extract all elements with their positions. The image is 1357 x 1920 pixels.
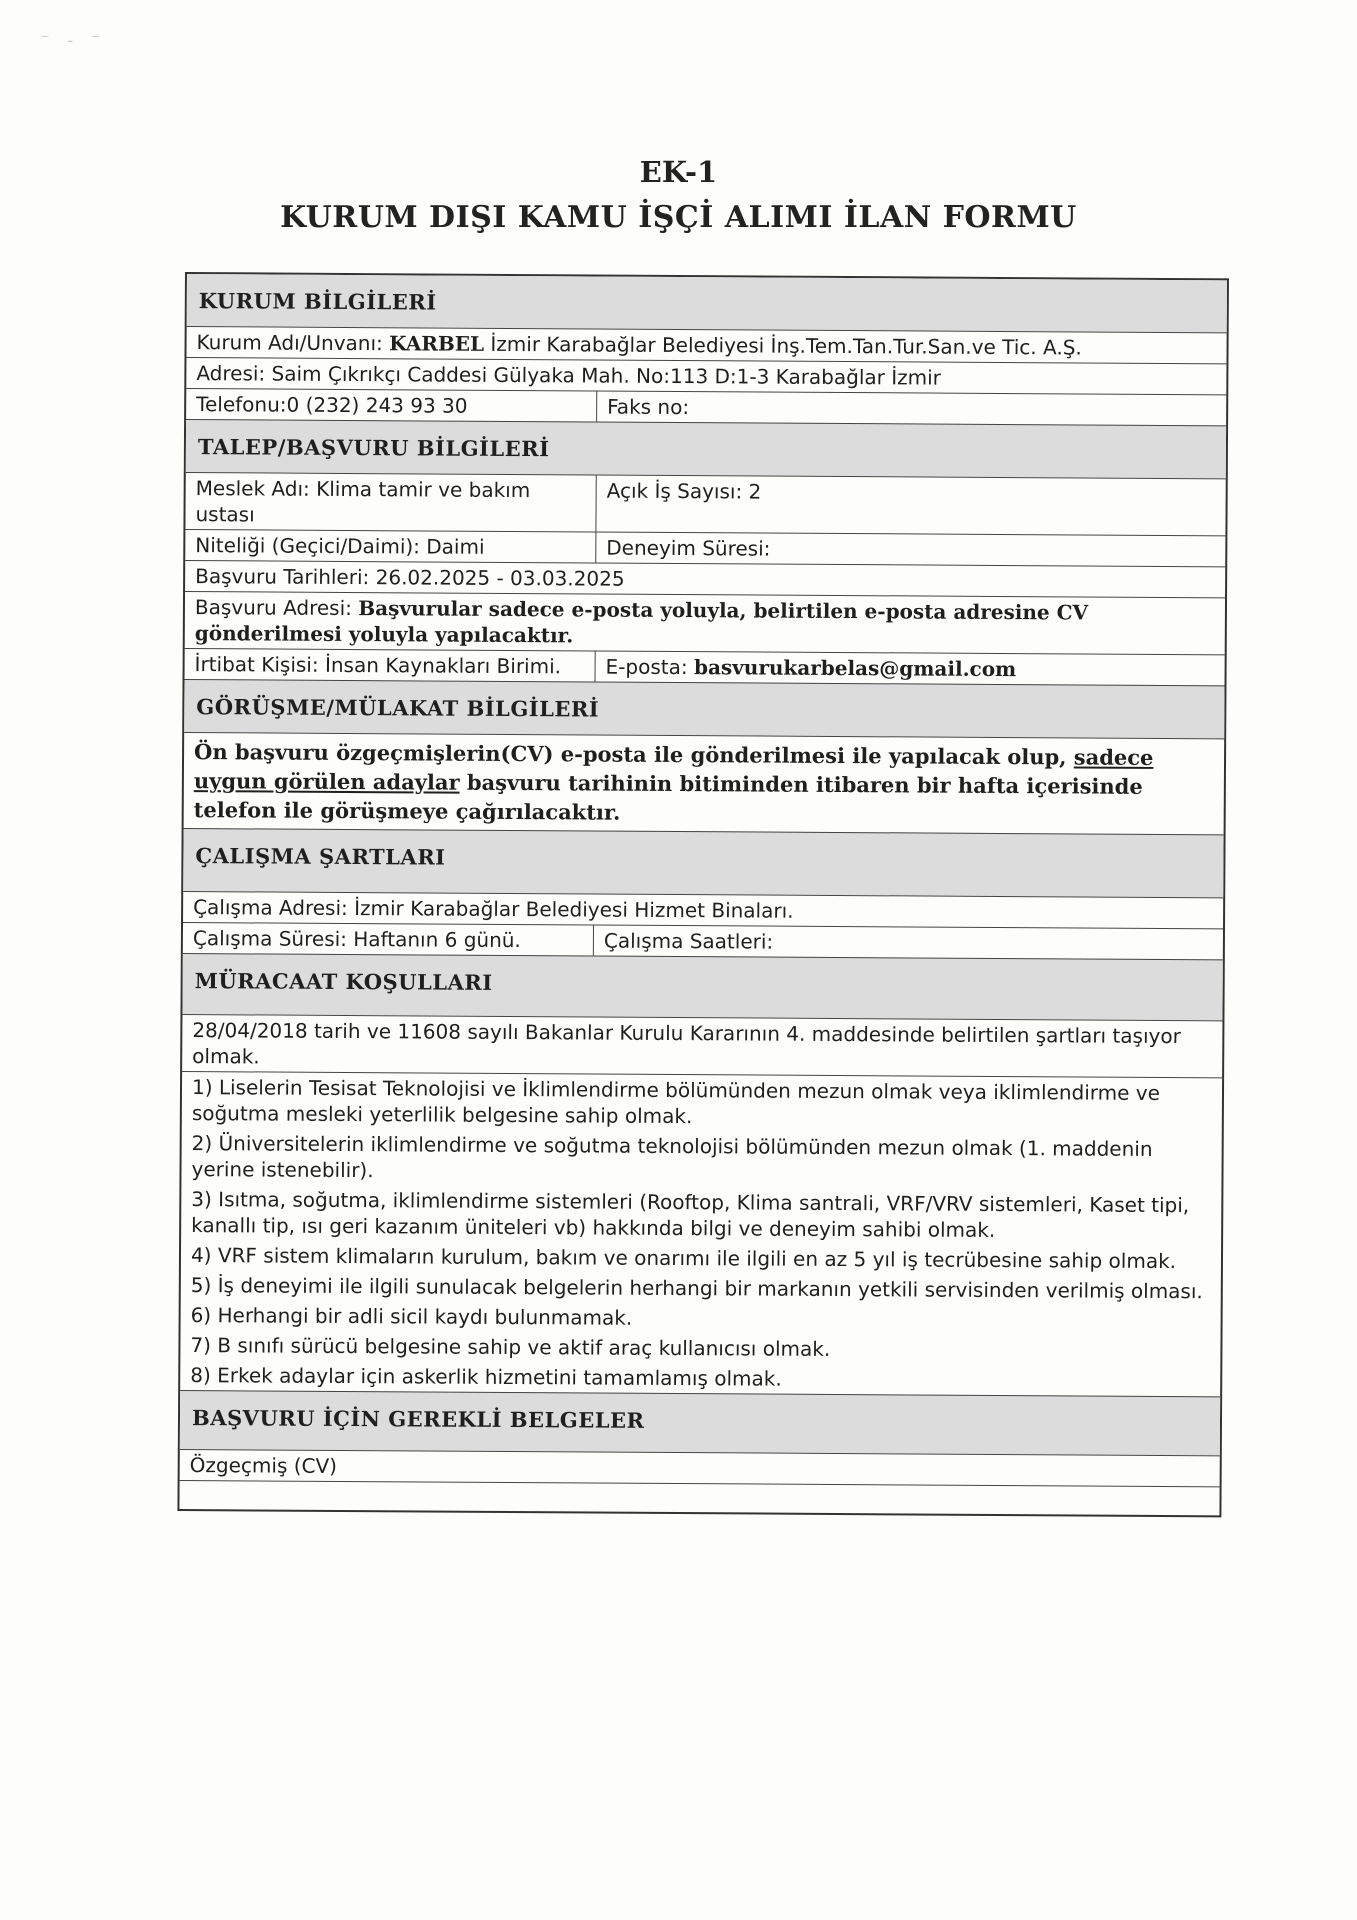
form-title: KURUM DIŞI KAMU İŞÇİ ALIMI İLAN FORMU bbox=[280, 200, 1077, 235]
institution-name-label: Kurum Adı/Unvanı: bbox=[196, 330, 390, 356]
institution-address: Adresi: Saim Çıkrıkçı Caddesi Gülyaka Mah. No:113 D:1-3 Karabağlar İzmir bbox=[196, 361, 942, 390]
email-label: E-posta: bbox=[605, 654, 695, 680]
institution-phone: Telefonu:0 (232) 243 93 30 bbox=[186, 389, 597, 422]
row-institution-address bbox=[186, 357, 1226, 394]
row-application-address bbox=[185, 591, 1225, 654]
row-work-duration bbox=[183, 922, 1223, 959]
section-interview-info: GÖRÜŞME/MÜLAKAT BİLGİLERİ bbox=[184, 679, 1224, 738]
row-profession bbox=[185, 472, 1225, 535]
condition-item: 6) Herhangi bir adli sicil kaydı bulunmamak. bbox=[190, 1303, 633, 1330]
row-interview-text bbox=[184, 732, 1225, 834]
condition-item: 1) Liselerin Tesisat Teknolojisi ve İklimlendirme bölümünden mezun olmak veya iklimlendirme ve soğutma mesleki yeterlilik belgesine sahip olmak. bbox=[191, 1075, 1161, 1129]
section-application-info: TALEP/BAŞVURU BİLGİLERİ bbox=[186, 419, 1226, 478]
email-address: basvurukarbelas@gmail.com bbox=[693, 655, 1017, 682]
work-address: Çalışma Adresi: İzmir Karabağlar Belediyesi Hizmet Binaları. bbox=[193, 895, 794, 923]
condition-item: 8) Erkek adaylar için askerlik hizmetini tamamlamış olmak. bbox=[190, 1363, 782, 1391]
row-phone-fax bbox=[186, 388, 1226, 425]
condition-item: 3) Isıtma, soğutma, iklimlendirme sistemleri (Rooftop, Klima santrali, VRF/VRV sistemleri, Kaset tipi, kanallı tip, ısı geri kazanım üniteleri vb) hakkında bilgi ve deneyim sahibi olmak. bbox=[191, 1187, 1190, 1242]
institution-name-bold: KARBEL bbox=[389, 331, 485, 356]
row-contact bbox=[185, 648, 1225, 685]
row-work-address bbox=[183, 891, 1223, 928]
application-address-label: Başvuru Adresi: bbox=[194, 595, 359, 621]
row-nature bbox=[185, 529, 1225, 566]
profession-name: Meslek Adı: Klima tamir ve bakım ustası bbox=[185, 473, 596, 532]
institution-name-rest: İzmir Karabağlar Belediyesi İnş.Tem.Tan.Tur.San.ve Tic. A.Ş. bbox=[484, 331, 1082, 360]
condition-item: 7) B sınıfı sürücü belgesine sahip ve aktif araç kullanıcısı olmak. bbox=[190, 1333, 831, 1361]
scan-artifact: ⁻ ˗ ⁻ bbox=[40, 30, 107, 51]
institution-fax: Faks no: bbox=[607, 394, 690, 420]
section-required-documents: BAŞVURU İÇİN GEREKLİ BELGELER bbox=[180, 1390, 1220, 1455]
section-application-conditions: MÜRACAAT KOŞULLARI bbox=[182, 953, 1222, 1020]
row-application-dates bbox=[185, 560, 1225, 597]
open-job-count: Açık İş Sayısı: 2 bbox=[606, 478, 762, 504]
row-institution-name bbox=[186, 326, 1226, 363]
announcement-form-table bbox=[177, 272, 1229, 1517]
required-document-item: Özgeçmiş (CV) bbox=[189, 1453, 338, 1478]
job-nature: Niteliği (Geçici/Daimi): Daimi bbox=[185, 530, 596, 563]
section-institution-info: KURUM BİLGİLERİ bbox=[187, 274, 1227, 332]
conditions-list bbox=[180, 1071, 1222, 1396]
row-required-document bbox=[180, 1449, 1220, 1486]
condition-item: 4) VRF sistem klimaların kurulum, bakım ve onarımı ile ilgili en az 5 yıl iş tecrübesine sahip olmak. bbox=[190, 1243, 1177, 1274]
row-conditions-intro bbox=[182, 1014, 1222, 1077]
condition-item: 2) Üniversitelerin iklimlendirme ve soğutma teknolojisi bölümünden mezun olmak (1. maddenin yerine istenebilir). bbox=[191, 1131, 1153, 1183]
interview-text-underlined: sadece uygun görülen adaylar bbox=[193, 744, 1154, 795]
work-hours: Çalışma Saatleri: bbox=[603, 928, 774, 954]
conditions-intro: 28/04/2018 tarih ve 11608 sayılı Bakanlar Kurulu Kararının 4. maddesinde belirtilen şartları taşıyor olmak. bbox=[192, 1018, 1181, 1069]
application-dates: Başvuru Tarihleri: 26.02.2025 - 03.03.2025 bbox=[195, 564, 625, 591]
condition-item: 5) İş deneyimi ile ilgili sunulacak belgelerin herhangi bir markanın yetkili servisinden verilmiş olması. bbox=[190, 1273, 1203, 1304]
interview-text-part2: başvuru tarihinin bitiminden itibaren bir hafta içerisinde telefon ile görüşmeye çağırılacaktır. bbox=[193, 769, 1143, 825]
application-address-text: Başvurular sadece e-posta yoluyla, belirtilen e-posta adresine CV gönderilmesi yoluyla yapılacaktır. bbox=[194, 596, 1089, 648]
contact-person: İrtibat Kişisi: İnsan Kaynakları Birimi. bbox=[185, 649, 596, 682]
work-duration: Çalışma Süresi: Haftanın 6 günü. bbox=[183, 923, 594, 956]
section-working-conditions: ÇALIŞMA ŞARTLARI bbox=[183, 828, 1223, 897]
annex-label: EK-1 bbox=[639, 155, 718, 189]
experience-duration: Deneyim Süresi: bbox=[606, 535, 771, 561]
interview-text-part1: Ön başvuru özgeçmişlerin(CV) e-posta ile gönderilmesi ile yapılacak olup, bbox=[193, 739, 1074, 770]
